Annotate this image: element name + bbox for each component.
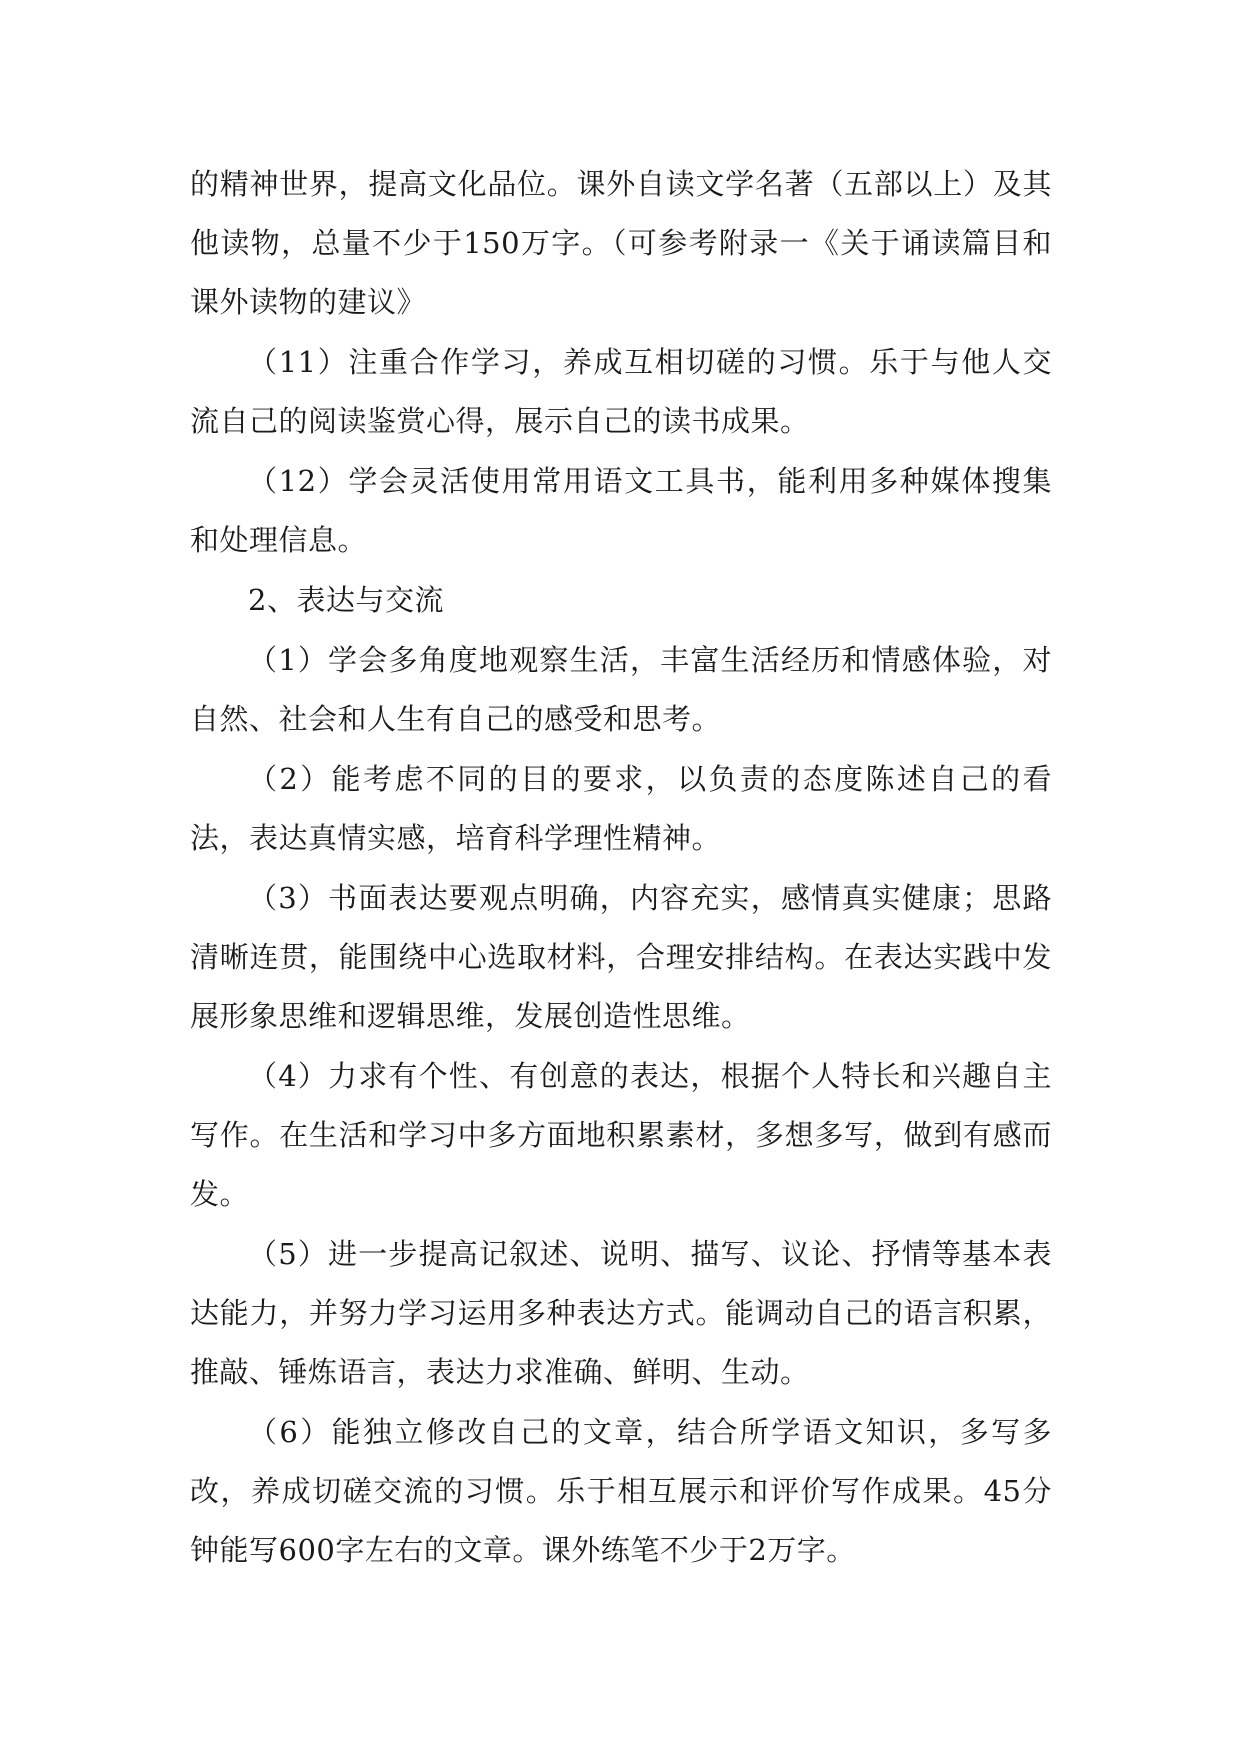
paragraph-continuation: 的精神世界，提高文化品位。课外自读文学名著（五部以上）及其他读物，总量不少于150万字。（可参考附录一《关于诵读篇目和课外读物的建议》	[190, 167, 1052, 319]
section-heading: 2、表达与交流	[248, 583, 444, 617]
paragraph-item-3: （3）书面表达要观点明确，内容充实，感情真实健康；思路清晰连贯，能围绕中心选取材料，合理安排结构。在表达实践中发展形象思维和逻辑思维，发展创造性思维。	[190, 881, 1052, 1033]
paragraph-item-11: （11）注重合作学习，养成互相切磋的习惯。乐于与他人交流自己的阅读鉴赏心得，展示自己的读书成果。	[190, 345, 1052, 438]
paragraph-item-12: （12）学会灵活使用常用语文工具书，能利用多种媒体搜集和处理信息。	[190, 464, 1052, 557]
paragraph-item-4: （4）力求有个性、有创意的表达，根据个人特长和兴趣自主写作。在生活和学习中多方面地积累素材，多想多写，做到有感而发。	[190, 1059, 1052, 1211]
paragraph-item-6: （6）能独立修改自己的文章，结合所学语文知识，多写多改，养成切磋交流的习惯。乐于相互展示和评价写作成果。45分钟能写600字左右的文章。课外练笔不少于2万字。	[190, 1415, 1052, 1567]
paragraph-item-5: （5）进一步提高记叙述、说明、描写、议论、抒情等基本表达能力，并努力学习运用多种表达方式。能调动自己的语言积累，推敲、锤炼语言，表达力求准确、鲜明、生动。	[190, 1237, 1052, 1389]
paragraph-item-1: （1）学会多角度地观察生活，丰富生活经历和情感体验，对自然、社会和人生有自己的感受和思考。	[190, 643, 1052, 736]
document-body	[190, 155, 1052, 1581]
paragraph-item-2: （2）能考虑不同的目的要求，以负责的态度陈述自己的看法，表达真情实感，培育科学理性精神。	[190, 762, 1052, 855]
